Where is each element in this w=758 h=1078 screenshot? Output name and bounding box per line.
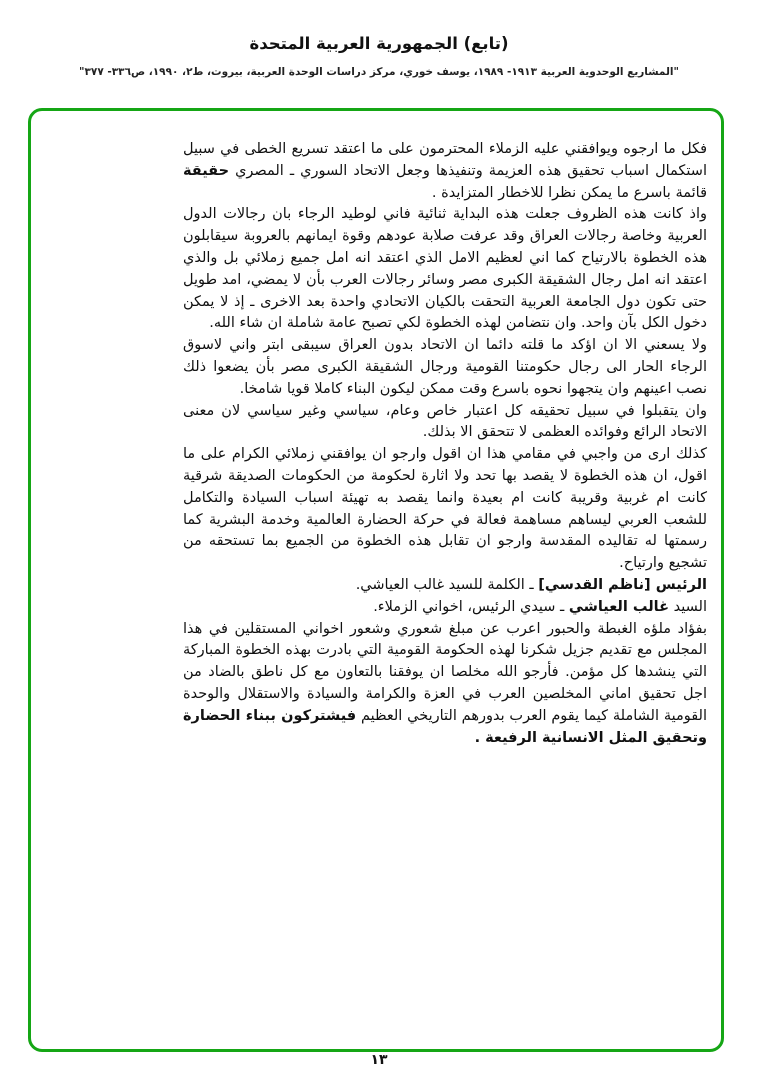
page-header-title: (تابع) الجمهورية العربية المتحدة (249, 34, 509, 53)
paragraph (183, 139, 707, 204)
paragraph-bold-text: حقيقة (183, 162, 230, 179)
paragraph (183, 401, 707, 445)
paragraph (183, 575, 707, 597)
document-body (183, 139, 707, 749)
paragraph (183, 619, 707, 750)
paragraph (183, 597, 707, 619)
paragraph-text: السيد (669, 598, 707, 615)
paragraph-bold-text: غالب العياشي (568, 598, 670, 615)
paragraph-text: ولا يسعني الا ان اؤكد ما قلته دائما ان الاتحاد بدون العراق سيبقى ابتر واني لاسوق الرجاء الحار الى رجال حكومتنا القومية ورجال الشقيقة الكبرى مصر بأن يضعوا ذلك نصب اعينهم وان يتجهوا نحوه باسرع وقت ممكن ليكون البناء كاملا قويا شامخا. (183, 337, 707, 397)
paragraph-text: فكل ما ارجوه ويوافقني عليه الزملاء المحترمون على ما اعتقد تسريع الخطى في سبيل استكمال اسباب تحقيق هذه العزيمة وتنفيذها وجعل الاتحاد السوري ـ المصري (183, 141, 707, 179)
citation-line: "المشاريع الوحدوية العربية ١٩١٣- ١٩٨٩، يوسف خوري، مركز دراسات الوحدة العربية، بيروت، ط٢، ١٩٩٠، ص٣٣٦- ٣٧٧" (79, 66, 679, 78)
paragraph-text: واذ كانت هذه الظروف جعلت هذه البداية ثنائية فاني لوطيد الرجاء بان رجالات الدول العربية وخاصة رجالات العراق وقد عرفت صلابة عودهم وقوة ايمانهم بالعروبة سيقابلون هذه الخطوة بالارتياح كما اني لعظيم الامل الذي اعتقد انه امل جميع زملائي بل والذي اعتقد انه امل رجال الشقيقة الكبرى مصر وسائر رجالات العرب بأن لا يمضي، امد طويل حتى تكون دول الجامعة العربية التحقت بالكيان الاتحادي واحدة بعد الاخرى ـ إذ لا يمكن دخول الكل بآن واحد. وان نتضامن لهذه الخطوة لكي تصبح عامة شاملة ان شاء الله. (183, 206, 707, 332)
paragraph (183, 444, 707, 575)
paragraph-bold-text: الرئيس [ناظم القدسي] (538, 576, 707, 593)
paragraph-text: بفؤاد ملؤه الغبطة والحبور اعرب عن مبلغ شعوري وشعور اخواني المستقلين في هذا المجلس مع تقديم جزيل شكرنا لهذه الحكومة القومية التي بادرت بهذه الخطوة المباركة التي ينشدها كل مؤمن. فأرجو الله مخلصا ان يوفقنا بالتعاون مع كل ناطق بالضاد من اجل تحقيق اماني المخلصين العرب في العزة والكرامة والسيادة والاستقلال والوحدة القومية الشاملة كيما يقوم العرب بدورهم التاريخي العظيم (183, 620, 708, 724)
paragraph-text: قائمة باسرع ما يمكن نظرا للاخطار المتزايدة . (431, 184, 707, 201)
paragraph-text: ـ سيدي الرئيس، اخواني الزملاء. (373, 598, 569, 615)
paragraph-text: وان يتقبلوا في سبيل تحقيقه كل اعتبار خاص وعام، سياسي وغير سياسي لان معنى الاتحاد الرائع وفوائده العظمى لا تتحقق الا بذلك. (183, 402, 707, 441)
paragraph-text: كذلك ارى من واجبي في مقامي هذا ان اقول وارجو ان يوافقني زملائي الكرام على ما اقول، ان هذه الخطوة لا يقصد بها تحد ولا اثارة لحكومة من الحكومات الصديقة شرقية كانت ام غربية وقريبة كانت ام بعيدة وانما يقصد به تهيئة اسباب السيادة والتكامل للشعب العربي ليساهم مساهمة فعالة في حركة الحضارة العالمية وخدمة البشرية كما رسمتها له تقاليده المقدسة وارجو ان تقابل هذه الخطوة من الجميع بما تستحقه من تشجيع وارتياح. (183, 446, 707, 572)
content-border-box (28, 108, 724, 1052)
paragraph (183, 335, 707, 400)
paragraph (183, 204, 707, 335)
paragraph-bold-text: فيشتركون ببناء الحضارة وتحقيق المثل الانسانية الرفيعة . (183, 707, 707, 746)
page-number: ١٣ (370, 1052, 388, 1068)
paragraph-text: ـ الكلمة للسيد غالب العياشي. (355, 576, 539, 593)
